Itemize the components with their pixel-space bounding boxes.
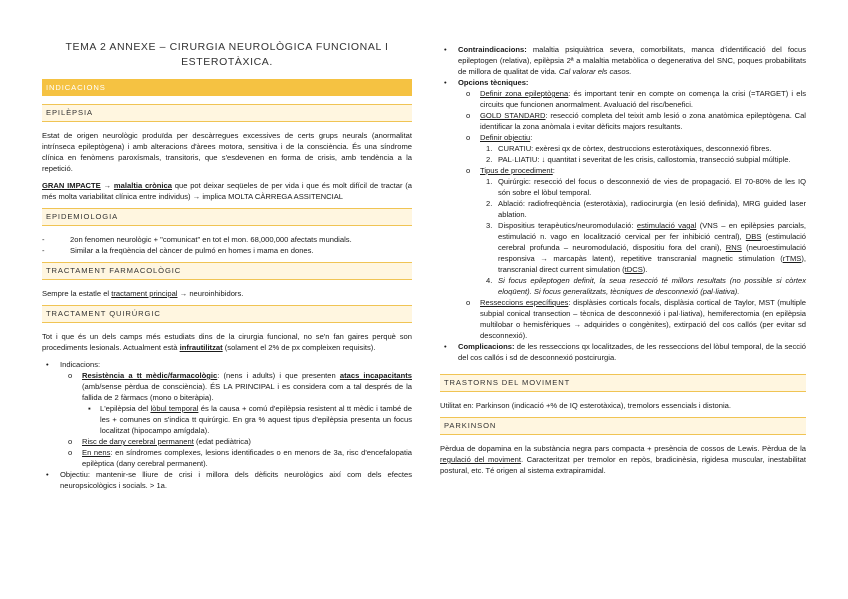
list-item-nens: o En nens: en síndromes complexes, lesions identificades o en menors de 3a, risc d'encefalopatia epilèptica (dany cerebral permanent). <box>68 448 412 468</box>
list-item-tipus: o Tipus de procediment: <box>466 166 555 175</box>
section-header-epidemiologia: EPIDEMIOLOGIA <box>42 208 412 226</box>
list-item: - 2on fenomen neurològic + "comunicat" en tot el mon. 68,000,000 afectats mundials. <box>42 235 352 244</box>
list-item-complicacions: • Complicacions: de les resseccions qx localitzades, de les resseccions del lòbul temporal, de la secció del cos callós i sd de desconnexió postcirurgia. <box>444 342 806 362</box>
section-header-indicacions: INDICACIONS <box>42 79 412 96</box>
list-item-dispositius: 3. Dispositius terapèutics/neuromodulació: estimulació vagal (VNS – en epilèpsies parcials, estimulació n. vago en localització cervical per fer inhibició central), DBS (estimulació cerebral profunda – neuromodulació, dispositiu fora del crani), RNS (neuroestimulació responsiva → marcapàs latent), repetitive transcranial magnetic stimulation (rTMS), transcranial direct current simulation (tDCS). <box>486 221 806 274</box>
document-title: TEMA 2 ANNEXE – CIRURGIA NEUROLÒGICA FUNCIONAL I ESTEROTÀXICA. <box>65 41 389 68</box>
list-item-focus: 4. Si focus epileptogen definit, la seua resecció té millors resultats (no possible si còrtex eloqüent). Si focus generalitzats, tècniques de desconnexió (pal·liativa). <box>486 276 806 296</box>
list-item-contraindicacions: • Contraindicacions: malaltia psiquiàtrica severa, comorbilitats, manca d'identificació del focus epileptogen (relativa), epilèpsia 2ª a malaltia metabòlica o degenerativa del SNC, poques probabilitats de millora de qualitat de vida. Cal valorar els casos. <box>444 45 806 76</box>
list-item: - Similar a la freqüència del càncer de pulmó en homes i mama en dones. <box>42 246 314 255</box>
list-item-definir-objectiu: o Definir objectiu: <box>466 133 533 142</box>
list-item-quirurgic: 1. Quirúrgic: resecció del focus o desconnexió de vies de propagació. El 70-80% de les IQ són sobre el lòbul temporal. <box>486 177 806 197</box>
farmacologic-text: Sempre la estatle el tractament principal → neuroinhibidors. <box>42 289 244 298</box>
left-column <box>42 0 412 491</box>
right-list <box>440 44 806 363</box>
section-header-farmacologic: TRACTAMENT FARMACOLÒGIC <box>42 262 412 280</box>
list-item-objectiu: • Objectiu: mantenir-se lliure de crisi i millora dels dèficits neurològics així com dels efectes neuropsicològics i socials. > 1a. <box>46 470 412 490</box>
list-item-indicacions: • Indicacions: <box>46 360 101 369</box>
list-item-definir-zona: o Definir zona epileptògena: és important tenir en compte on comença la crisi (=TARGET) i els circuits que funcionen anormalment. Avaluació del risc/benefici. <box>466 89 806 109</box>
list-item-gold-standard: o GOLD STANDARD: resecció completa del teixit amb lesió o zona anatòmica epileptògena. Cal identificar la zona anòmala i evitar dèficits majors resultants. <box>466 111 806 131</box>
section-header-moviment: TRASTORNS DEL MOVIMENT <box>440 374 806 392</box>
list-item-risc: o Risc de dany cerebral permanent (edat pediàtrica) <box>68 437 251 446</box>
epidemiologia-list <box>42 234 412 256</box>
list-item-curatiu: 1. CURATIU: exèresi qx de còrtex, destruccions esterotàxiques, desconnexió fibres. <box>486 144 772 153</box>
moviment-text: Utilitat en: Parkinson (indicació +% de IQ esterotàxica), tremolors essencials i distonia. <box>440 401 732 410</box>
section-header-quirurgic: TRACTAMENT QUIRÚRGIC <box>42 305 412 323</box>
parkinson-text: Pèrdua de dopamina en la substància negra pars compacta + presència de cossos de Lewis. Pèrdua de la regulació del moviment. Caracteritzat per tremolor en repòs, bradicinèsia, rigidesa muscular, inestabilitat postural, etc. Té origen al sistema extrapiramidal. <box>440 444 806 475</box>
section-header-parkinson: PARKINSON <box>440 417 806 435</box>
right-column <box>440 44 806 482</box>
section-header-epilepsia: EPILÈPSIA <box>42 104 412 122</box>
quirurgic-list <box>42 359 412 491</box>
list-item-temporal: ▪ L'epilèpsia del lòbul temporal és la causa + comú d'epilèpsia resistent al tt mèdic i també de les + comunes on s'indica tt quirúrgic. En gra % aquest tipus d'epilèpsia presenta un focus localitzat (hipocampo amígdala). <box>88 404 412 435</box>
list-item-opcions: • Opcions tècniques: <box>444 78 529 87</box>
list-item-ablacio: 2. Ablació: radiofreqüència (esterotàxia), radiocirurgia (en lesió definida), MRG guided laser ablation. <box>486 199 806 219</box>
quirurgic-intro: Tot i que és un dels camps més estudiats dins de la cirurgia funcional, no se'n fan gaires perquè son procediments lesionals. Actualment està infrautilitzat (solament el 2% de px compleixen requisits). <box>42 332 412 352</box>
list-item-resistencia: o Resistència a tt mèdic/farmacològic: (nens i adults) i que presenten atacs incapacitants (amb/sense pèrdua de consciència). ÉS LA PRINCIPAL i es considera com a tal després de la fallida de 2 fàrmacs (mono o biteràpia). <box>68 371 412 402</box>
list-item-resseccions: o Resseccions específiques: displàsies corticals focals, displàsia cortical de Taylor, MST (multiple subpial conical transection – tècnica de desconnexió i pal·liativa), hemiferectomia (en epilèpsia multilobar o hemisfèriques → adquirides o congènites), extirpació del cos callós (per evitar sd desconnexió). <box>466 298 807 340</box>
epilepsia-impact: GRAN IMPACTE → malaltia crònica que pot deixar seqüeles de per vida i que és molt difícil de tractar (a més molta variabilitat clínica entre individus) → implica MOLTA CÀRREGA ASSITENCIAL <box>42 181 412 201</box>
epilepsia-definition: Estat de origen neurològic produïda per descàrregues excessives de certs grups neurals (anormalitat intrínseca epileptògena) i amb alteracions d'àrees motora, sensitiva i de la consciència. És una síndrome clínica en fenòmens paroxísmals, transitoris, que s'esdevenen en forma de crisis, amb tendència a la repetició. <box>42 131 412 173</box>
list-item-palliatiu: 2. PAL·LIATIU: ↓ quantitat i severitat de les crisis, callostomia, transecció subpial múltiple. <box>486 155 791 164</box>
